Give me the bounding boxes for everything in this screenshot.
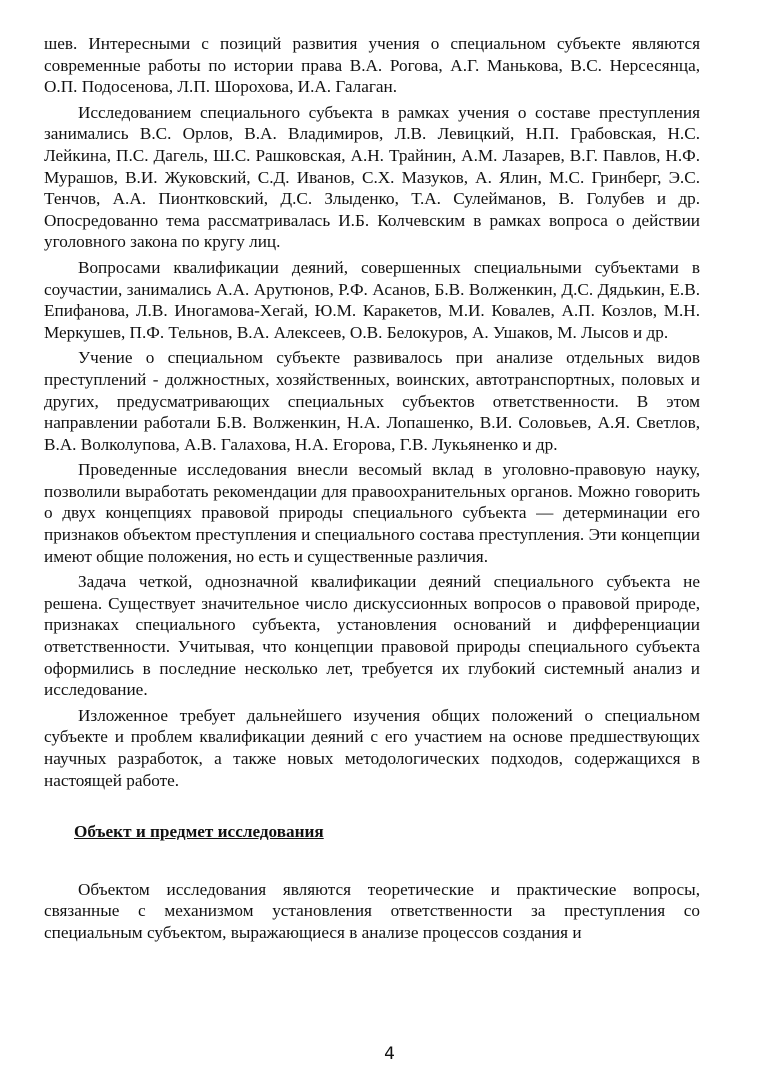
paragraph-2: Исследованием специального субъекта в рамках учения о составе преступления занимались В.С. Орлов, В.А. Владимиров, Л.В. Левицкий, Н.П. Грабовская, Н.С. Лейкина, П.С. Дагель, Ш.С. Рашковская, А.Н. Трайнин, А.М. Лазарев, В.Г. Павлов, Н.Ф. Мурашов, В.И. Жуковский, С.Д. Иванов, С.Х. Мазуков, А. Ялин, М.С. Гринберг, Э.С. Тенчов, А.А. Пионтковский, Д.С. Злыденко, Т.А. Сулейманов, В. Голубев и др. Опосредованно тема рассматривалась И.Б. Колчевским в рамках вопроса о действии уголовного закона по кругу лиц. [44, 102, 700, 252]
paragraph-4: Учение о специальном субъекте развивалось при анализе отдельных видов преступлений - должностных, хозяйственных, воинских, автотранспортных, половых и других, предусматривающих специальных субъектов ответственности. В этом направлении работали Б.В. Волженкин, Н.А. Лопашенко, В.И. Соловьев, А.Я. Светлов, В.А. Волколупова, А.В. Галахова, Н.А. Егорова, Г.В. Лукьяненко и др. [44, 348, 700, 454]
page-number: 4 [384, 1044, 395, 1064]
paragraph-7: Изложенное требует дальнейшего изучения общих положений о специальном субъекте и проблем квалификации деяний с его участием на основе предшествующих научных разработок, а также новых методологических подходов, содержащихся в настоящей работе. [44, 705, 700, 790]
section-heading: Объект и предмет исследования [74, 822, 324, 842]
document-body [44, 33, 700, 948]
paragraph-8: Объектом исследования являются теоретические и практические вопросы, связанные с механизмом установления ответственности за преступления со специальным субъектом, выражающиеся в анализе процессов создания и [44, 879, 700, 942]
paragraph-6: Задача четкой, однозначной квалификации деяний специального субъекта не решена. Существует значительное число дискуссионных вопросов о правовой природе, признаках специального субъекта, установления оснований и дифференциации ответственности. Учитывая, что концепции правовой природы специального субъекта оформились в последние несколько лет, требуется их глубокий системный анализ и исследование. [44, 572, 700, 700]
paragraph-5: Проведенные исследования внесли весомый вклад в уголовно-правовую науку, позволили выработать рекомендации для правоохранительных органов. Можно говорить о двух концепциях правовой природы специального субъекта — детерминации его признаков объектом преступления и специального состава преступления. Эти концепции имеют общие положения, но есть и существенные различия. [44, 460, 700, 566]
paragraph-1: шев. Интересными с позиций развития учения о специальном субъекте являются современные работы по истории права В.А. Рогова, А.Г. Манькова, В.С. Нерсесянца, О.П. Подосенова, Л.П. Шорохова, И.А. Галаган. [44, 34, 700, 97]
paragraph-3: Вопросами квалификации деяний, совершенных специальными субъектами в соучастии, занимались А.А. Арутюнов, Р.Ф. Асанов, Б.В. Волженкин, Д.С. Дядькин, Е.В. Епифанова, Л.В. Иногамова-Хегай, Ю.М. Каракетов, М.И. Ковалев, А.П. Козлов, М.Н. Меркушев, П.Ф. Тельнов, В.А. Алексеев, О.В. Белокуров, А. Ушаков, М. Лысов и др. [44, 257, 700, 342]
